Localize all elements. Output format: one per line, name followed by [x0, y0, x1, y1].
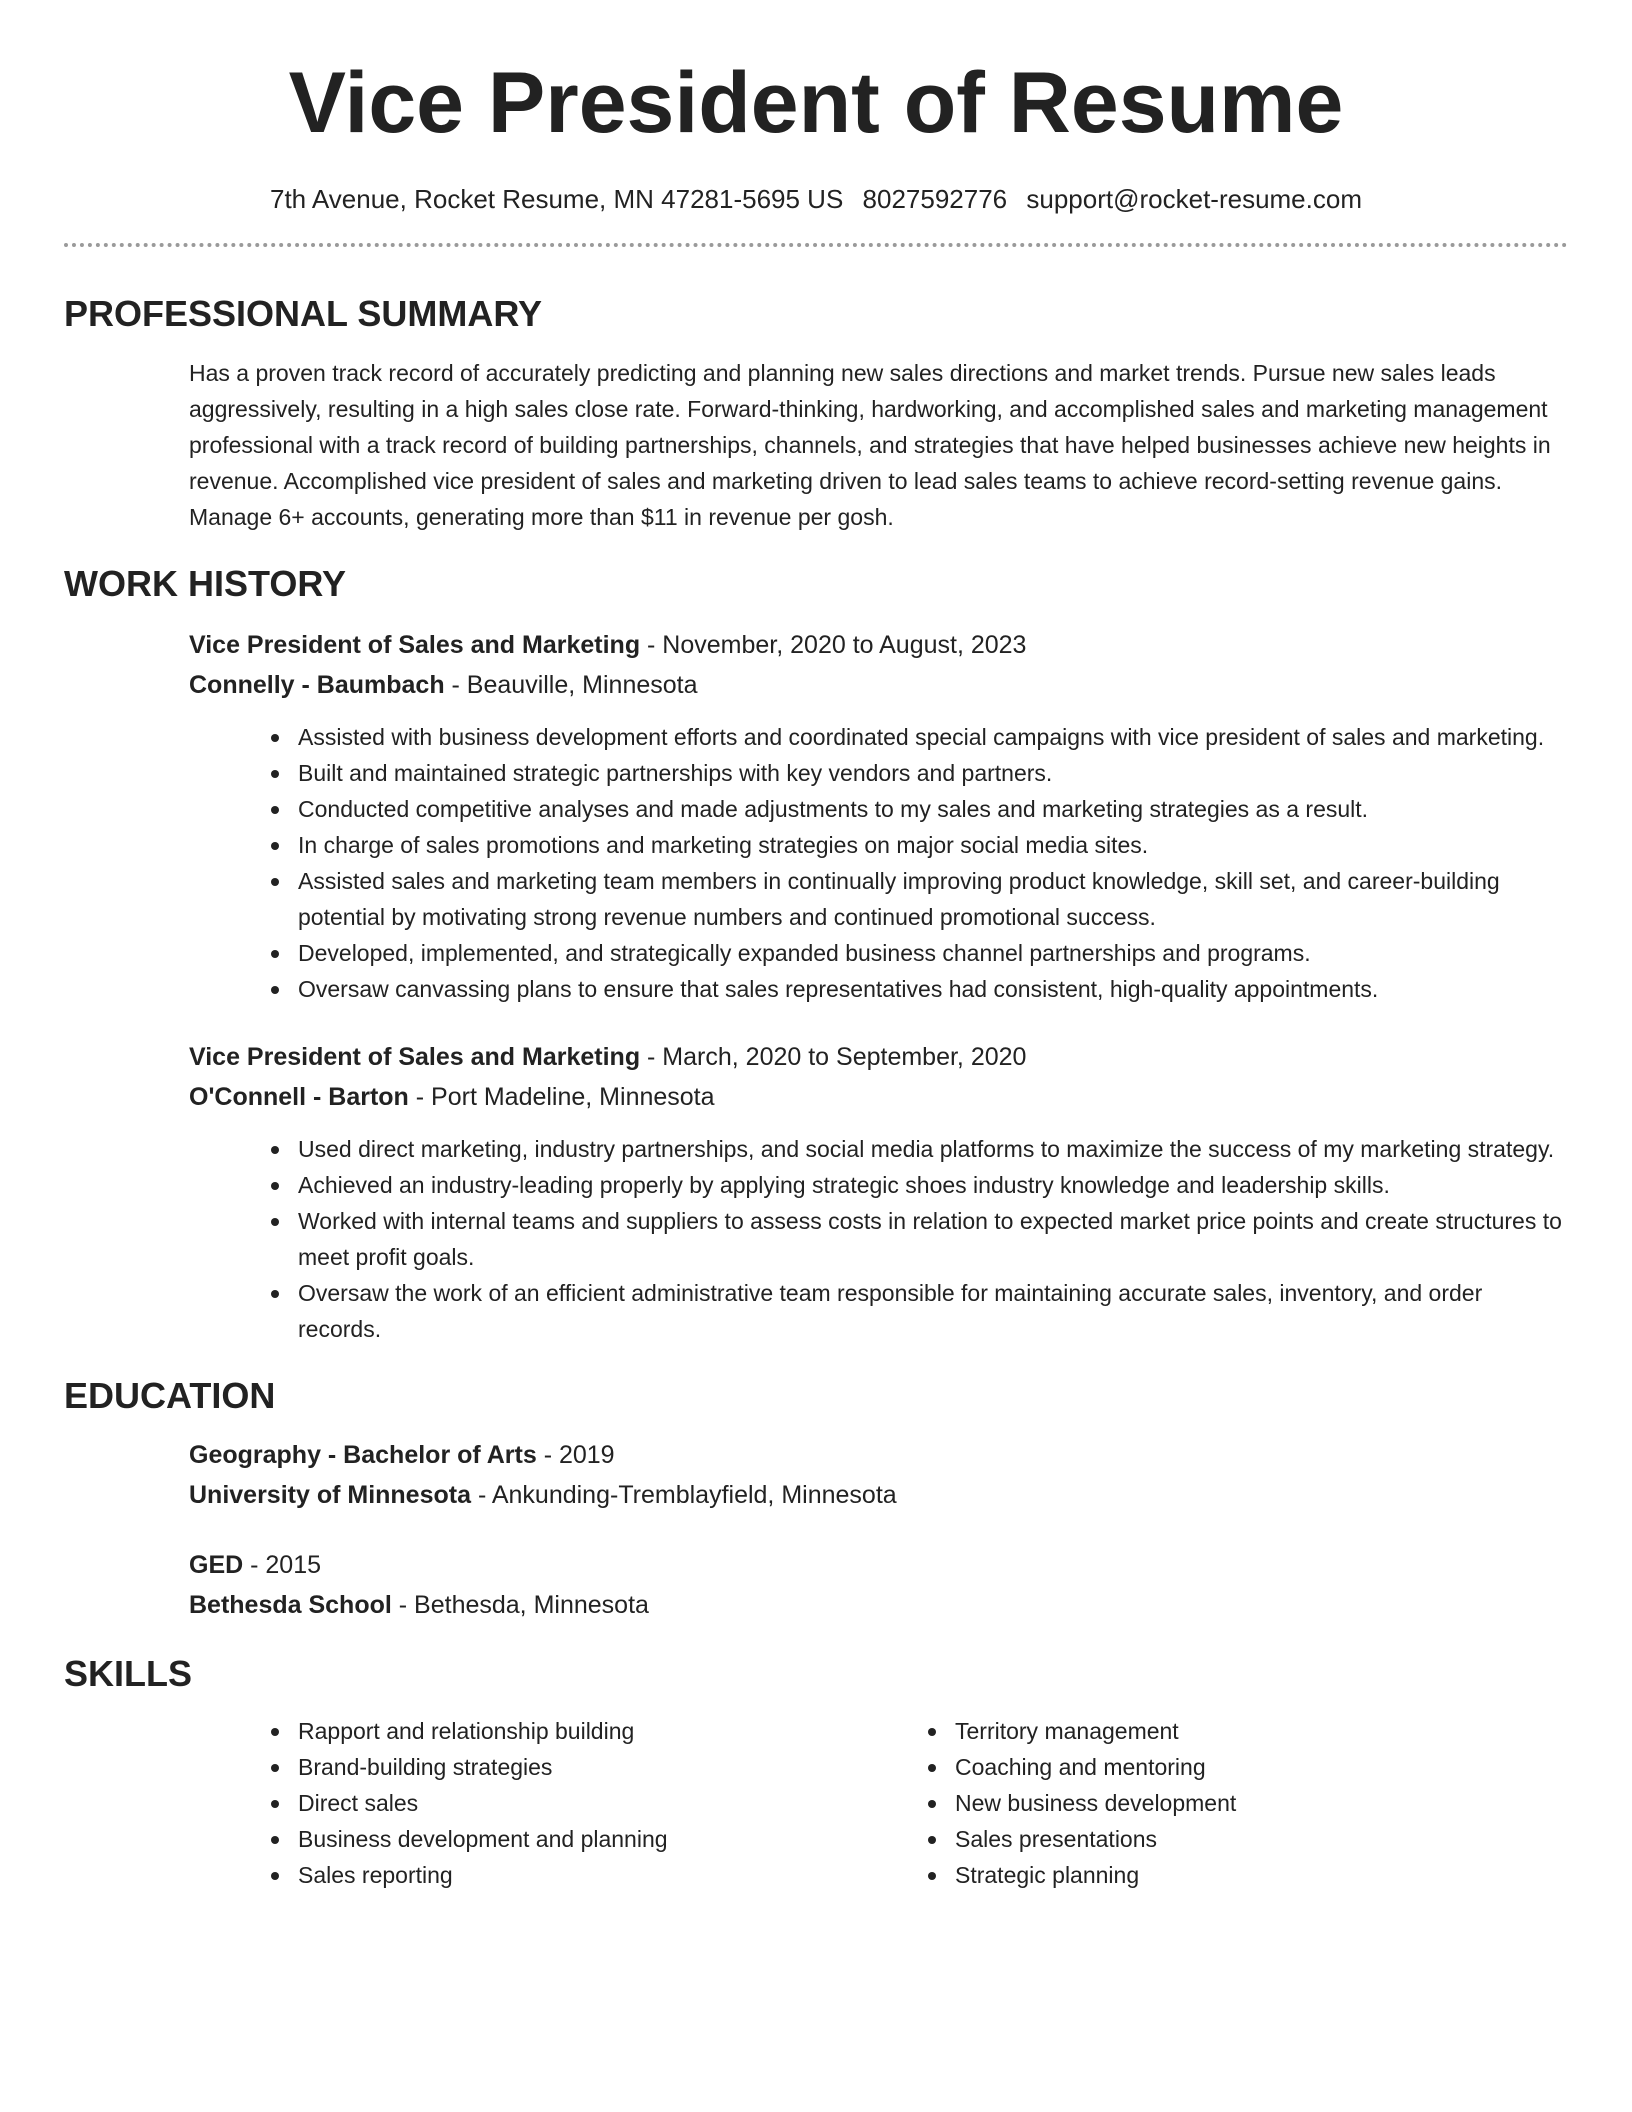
- skill-item: Territory management: [911, 1713, 1568, 1749]
- skill-item: Brand-building strategies: [254, 1749, 911, 1785]
- work-history-heading: WORK HISTORY: [64, 563, 347, 604]
- education-year: - 2015: [243, 1551, 322, 1579]
- job-location: - Beauville, Minnesota: [444, 671, 698, 699]
- job-company: O'Connell - Barton: [189, 1083, 409, 1111]
- skills-heading: SKILLS: [64, 1653, 193, 1694]
- contact-address: 7th Avenue, Rocket Resume, MN 47281-5695 US: [270, 184, 844, 214]
- summary-heading: PROFESSIONAL SUMMARY: [64, 293, 543, 334]
- job-dates: - November, 2020 to August, 2023: [640, 631, 1027, 659]
- contact-line: [64, 184, 1568, 215]
- education-school: Bethesda School: [189, 1591, 392, 1619]
- skill-item: Strategic planning: [911, 1857, 1568, 1893]
- skill-item: Coaching and mentoring: [911, 1749, 1568, 1785]
- skill-item: New business development: [911, 1785, 1568, 1821]
- job-position: Vice President of Sales and Marketing: [189, 1043, 641, 1071]
- skill-item: Rapport and relationship building: [254, 1713, 911, 1749]
- education-entry: [189, 1545, 1568, 1625]
- education-location: - Ankunding-Tremblayfield, Minnesota: [471, 1481, 897, 1509]
- job-bullet: Achieved an industry-leading properly by applying strategic shoes industry knowledge and leadership skills.: [254, 1167, 1568, 1203]
- header-divider: [64, 243, 1568, 247]
- job-bullet: Oversaw canvassing plans to ensure that sales representatives had consistent, high-quality appointments.: [254, 971, 1568, 1007]
- contact-email: support@rocket-resume.com: [1026, 184, 1362, 214]
- education-year: - 2019: [536, 1441, 615, 1469]
- skills-column-left: [254, 1713, 911, 1893]
- job-title-line: [189, 1037, 1568, 1077]
- job-position: Vice President of Sales and Marketing: [189, 631, 641, 659]
- job-bullet: Assisted with business development efforts and coordinated special campaigns with vice president of sales and marketing.: [254, 719, 1568, 755]
- education-entry: [189, 1435, 1568, 1515]
- skill-item: Sales reporting: [254, 1857, 911, 1893]
- job-entry: [189, 1037, 1568, 1117]
- skill-item: Sales presentations: [911, 1821, 1568, 1857]
- education-heading: EDUCATION: [64, 1375, 276, 1416]
- resume-name: Vice President of Resume: [288, 55, 1344, 151]
- job-bullet: Oversaw the work of an efficient administrative team responsible for maintaining accurate sales, inventory, and order records.: [254, 1275, 1568, 1347]
- education-degree: Geography - Bachelor of Arts: [189, 1441, 537, 1469]
- skills-column-right: [911, 1713, 1568, 1893]
- job-entry: [189, 625, 1568, 705]
- job-company: Connelly - Baumbach: [189, 671, 445, 699]
- skill-item: Direct sales: [254, 1785, 911, 1821]
- contact-phone: 8027592776: [862, 184, 1008, 214]
- job-location: - Port Madeline, Minnesota: [408, 1083, 715, 1111]
- job-bullets: [254, 719, 1568, 1007]
- education-school-line: [189, 1475, 1568, 1515]
- job-bullets: [254, 1131, 1568, 1347]
- job-company-line: [189, 1077, 1568, 1117]
- job-dates: - March, 2020 to September, 2020: [640, 1043, 1027, 1071]
- job-bullet: Developed, implemented, and strategically expanded business channel partnerships and programs.: [254, 935, 1568, 971]
- job-bullet: Used direct marketing, industry partnerships, and social media platforms to maximize the success of my marketing strategy.: [254, 1131, 1568, 1167]
- job-company-line: [189, 665, 1568, 705]
- job-bullet: Worked with internal teams and suppliers to assess costs in relation to expected market price points and create structures to meet profit goals.: [254, 1203, 1568, 1275]
- job-bullet: In charge of sales promotions and marketing strategies on major social media sites.: [254, 827, 1568, 863]
- education-degree: GED: [189, 1551, 244, 1579]
- education-degree-line: [189, 1435, 1568, 1475]
- education-location: - Bethesda, Minnesota: [391, 1591, 649, 1619]
- job-bullet: Assisted sales and marketing team members in continually improving product knowledge, skill set, and career-building potential by motivating strong revenue numbers and continued promotional success.: [254, 863, 1568, 935]
- skills-list: [254, 1713, 1568, 1893]
- education-school: University of Minnesota: [189, 1481, 471, 1509]
- education-school-line: [189, 1585, 1568, 1625]
- job-bullet: Built and maintained strategic partnerships with key vendors and partners.: [254, 755, 1568, 791]
- job-title-line: [189, 625, 1568, 665]
- job-bullet: Conducted competitive analyses and made adjustments to my sales and marketing strategies as a result.: [254, 791, 1568, 827]
- skill-item: Business development and planning: [254, 1821, 911, 1857]
- education-degree-line: [189, 1545, 1568, 1585]
- summary-text: Has a proven track record of accurately predicting and planning new sales directions and market trends. Pursue new sales leads aggressively, resulting in a high sales close rate. Forward-thinking, hardworking, and accomplished sales and marketing management professional with a track record of building partnerships, channels, and strategies that have helped businesses achieve new heights in revenue. Accomplished vice president of sales and marketing driven to lead sales teams to achieve record-setting revenue gains. Manage 6+ accounts, generating more than $11 in revenue per gosh.: [189, 360, 1551, 530]
